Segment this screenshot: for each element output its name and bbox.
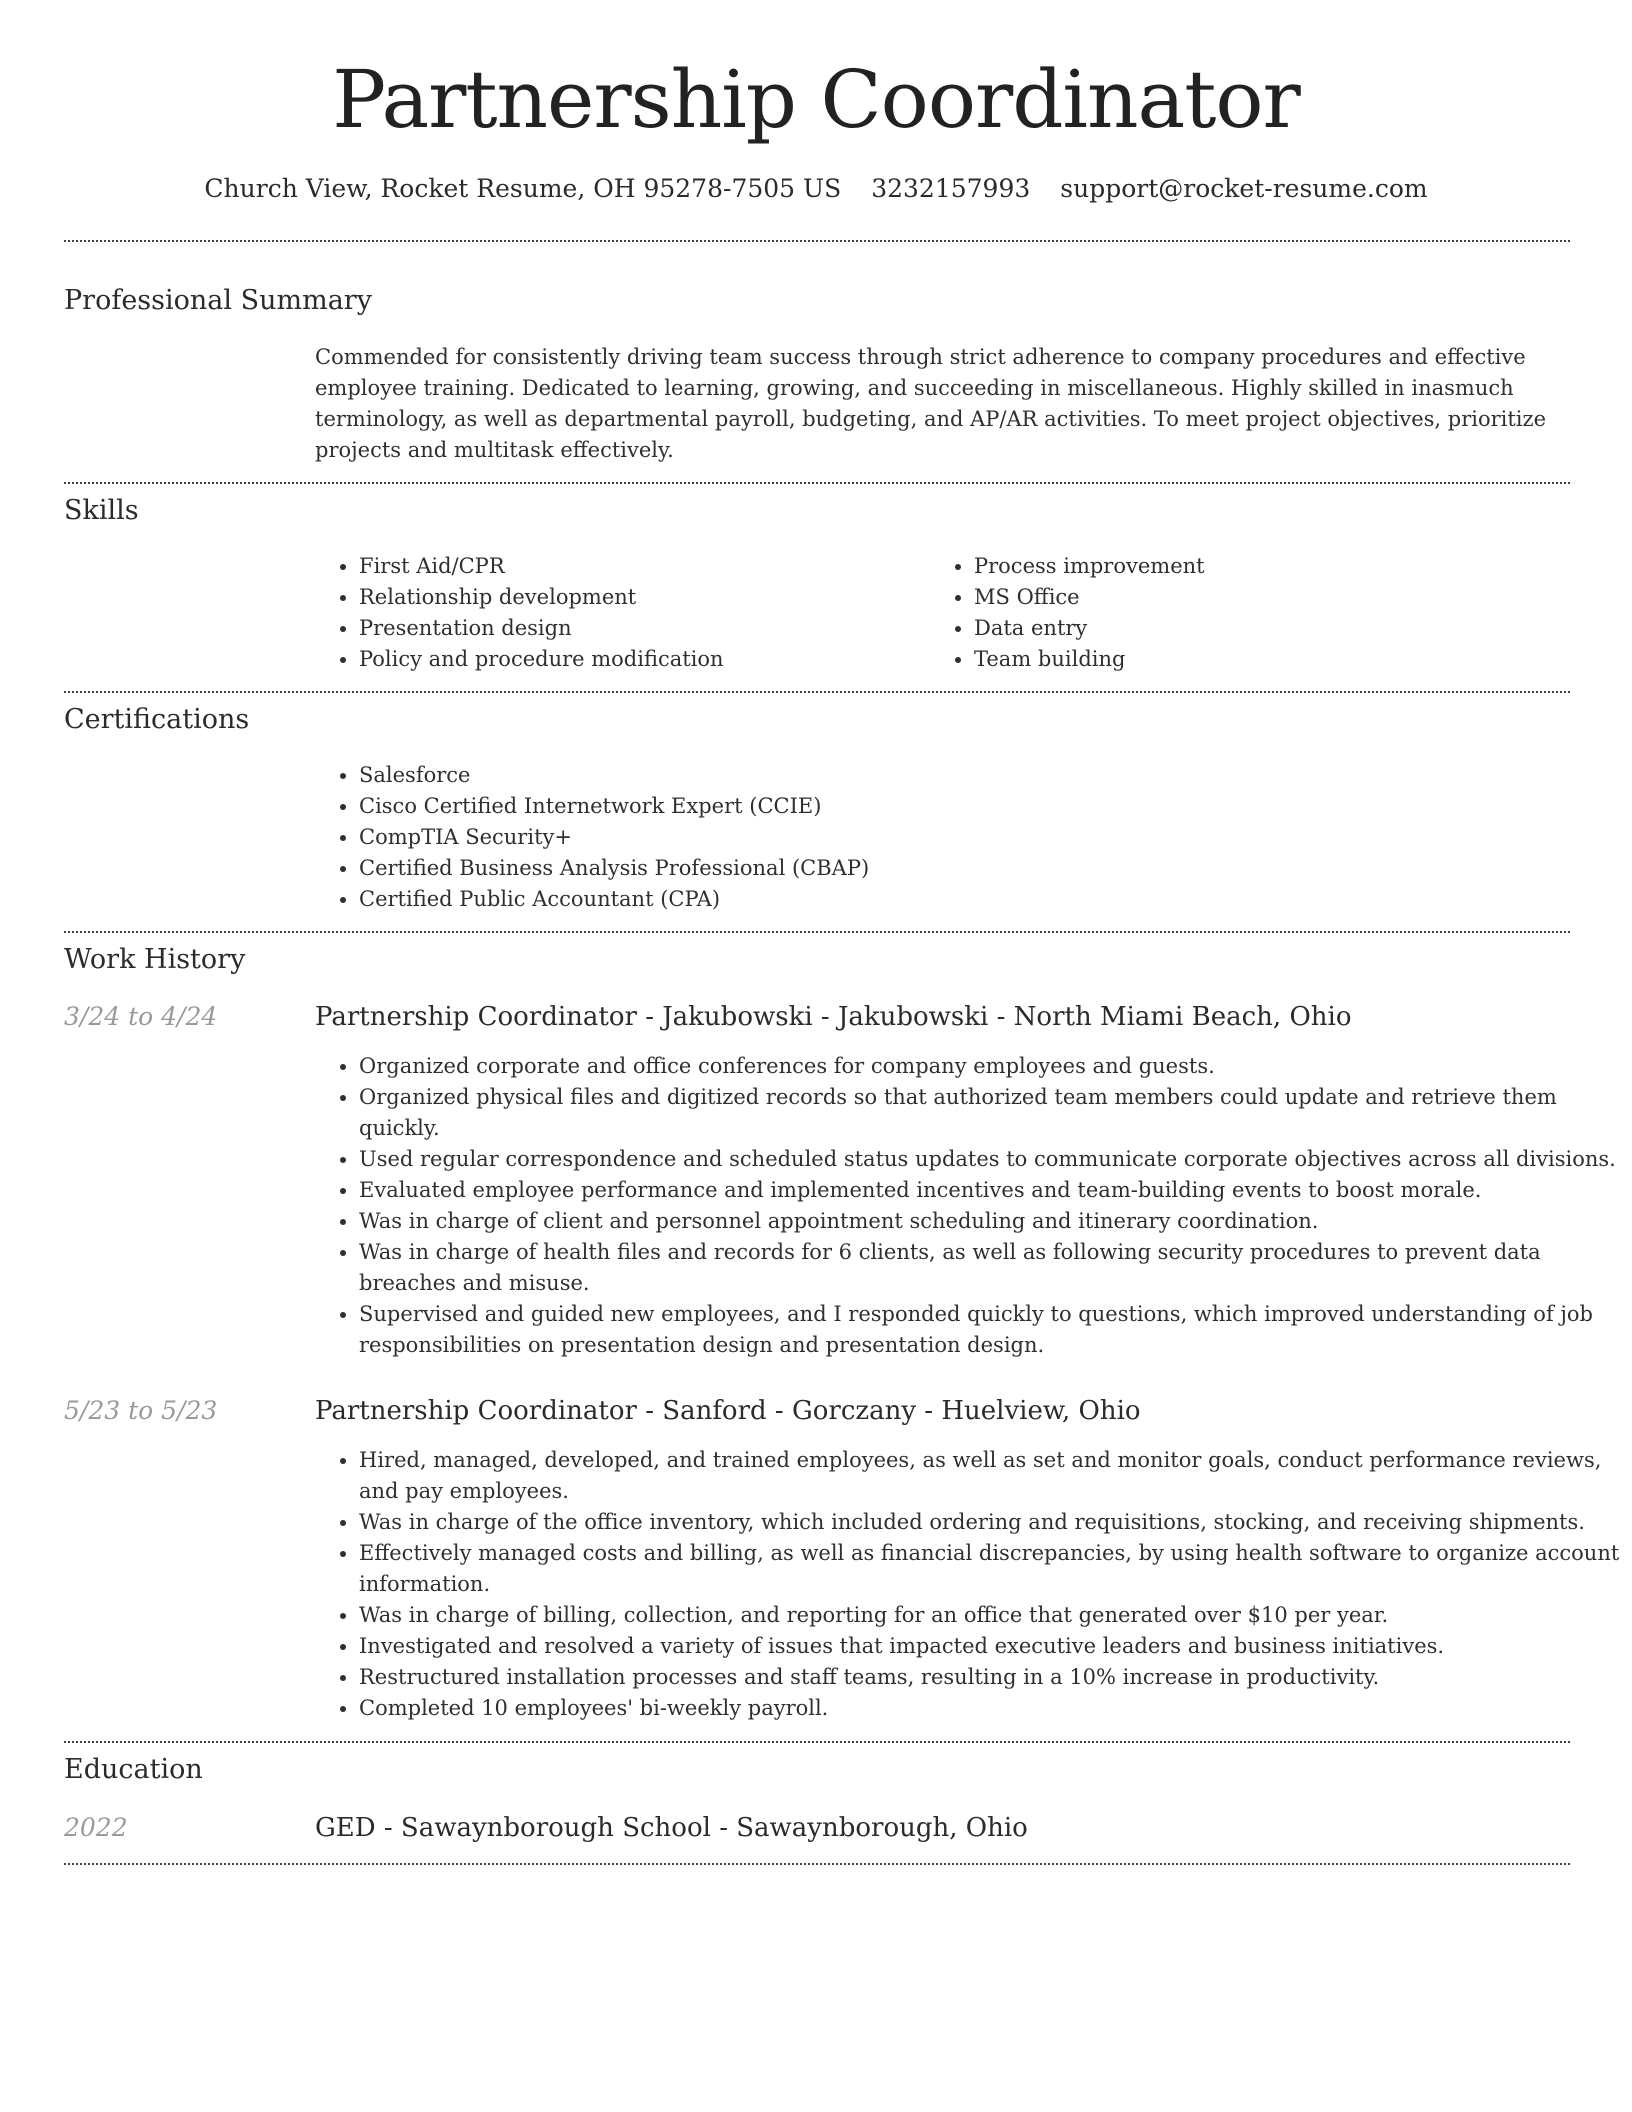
list-item: • Relationship development bbox=[359, 582, 919, 613]
list-item: • Was in charge of health files and records for 6 clients, as well as following security procedures to prevent data breaches and misuse. bbox=[359, 1237, 1621, 1299]
job-title: Partnership Coordinator - Sanford - Gorczany - Huelview, Ohio bbox=[315, 1396, 1141, 1426]
list-item: • Was in charge of the office inventory, which included ordering and requisitions, stocking, and receiving shipments. bbox=[359, 1507, 1621, 1538]
list-item: • Was in charge of client and personnel appointment scheduling and itinerary coordination. bbox=[359, 1206, 1621, 1237]
list-item: • Salesforce bbox=[359, 760, 1559, 791]
summary-text: Commended for consistently driving team success through strict adherence to company procedures and effective employee training. Dedicated to learning, growing, and succeeding in miscellaneous. Highly skilled in inasmuch terminology, as well as departmental payroll, budgeting, and AP/AR activities. To meet project objectives, prioritize projects and multitask effectively. bbox=[315, 345, 1546, 462]
contact-email: support@rocket-resume.com bbox=[1060, 174, 1428, 203]
list-item: • Effectively managed costs and billing, as well as financial discrepancies, by using health software to organize account information. bbox=[359, 1538, 1621, 1600]
section-divider bbox=[64, 931, 1570, 933]
list-item: • Investigated and resolved a variety of issues that impacted executive leaders and business initiatives. bbox=[359, 1631, 1621, 1662]
section-divider bbox=[64, 1741, 1570, 1743]
work-history-heading: Work History bbox=[64, 944, 246, 975]
list-item: • Data entry bbox=[974, 613, 1534, 644]
section-divider bbox=[64, 482, 1570, 484]
job-bullets bbox=[315, 1051, 1621, 1361]
list-item: • Hired, managed, developed, and trained employees, as well as set and monitor goals, conduct performance reviews, and pay employees. bbox=[359, 1445, 1621, 1507]
list-item: • Used regular correspondence and scheduled status updates to communicate corporate objectives across all divisions. bbox=[359, 1144, 1621, 1175]
contact-phone: 3232157993 bbox=[871, 174, 1031, 203]
list-item: • MS Office bbox=[974, 582, 1534, 613]
list-item: • First Aid/CPR bbox=[359, 551, 919, 582]
list-item: • Cisco Certified Internetwork Expert (CCIE) bbox=[359, 791, 1559, 822]
job-dates: 5/23 to 5/23 bbox=[64, 1396, 218, 1425]
certifications-heading: Certifications bbox=[64, 704, 250, 735]
contact-address: Church View, Rocket Resume, OH 95278-7505 US bbox=[204, 174, 842, 203]
list-item: • Presentation design bbox=[359, 613, 919, 644]
job-title: Partnership Coordinator - Jakubowski - Jakubowski - North Miami Beach, Ohio bbox=[315, 1002, 1352, 1032]
list-item: • Policy and procedure modification bbox=[359, 644, 919, 675]
skills-list-left bbox=[315, 551, 919, 675]
education-entry: GED - Sawaynborough School - Sawaynborough, Ohio bbox=[315, 1813, 1028, 1843]
list-item: • Process improvement bbox=[974, 551, 1534, 582]
list-item: • Certified Public Accountant (CPA) bbox=[359, 884, 1559, 915]
list-item: • Was in charge of billing, collection, and reporting for an office that generated over $10 per year. bbox=[359, 1600, 1621, 1631]
contact-line bbox=[0, 172, 1632, 206]
section-divider bbox=[64, 1863, 1570, 1865]
list-item: • Restructured installation processes and staff teams, resulting in a 10% increase in productivity. bbox=[359, 1662, 1621, 1693]
list-item: • Evaluated employee performance and implemented incentives and team-building events to boost morale. bbox=[359, 1175, 1621, 1206]
job-bullets bbox=[315, 1445, 1621, 1724]
list-item: • Team building bbox=[974, 644, 1534, 675]
education-year: 2022 bbox=[64, 1813, 128, 1842]
job-dates: 3/24 to 4/24 bbox=[64, 1002, 218, 1031]
list-item: • Certified Business Analysis Professional (CBAP) bbox=[359, 853, 1559, 884]
section-divider bbox=[64, 240, 1570, 242]
list-item: • Completed 10 employees' bi-weekly payroll. bbox=[359, 1693, 1621, 1724]
list-item: • Supervised and guided new employees, and I responded quickly to questions, which improved understanding of job responsibilities on presentation design and presentation design. bbox=[359, 1299, 1621, 1361]
certifications-list bbox=[315, 760, 1559, 915]
section-divider bbox=[64, 691, 1570, 693]
summary-heading: Professional Summary bbox=[64, 285, 372, 316]
list-item: • Organized physical files and digitized records so that authorized team members could update and retrieve them quickly. bbox=[359, 1082, 1621, 1144]
list-item: • CompTIA Security+ bbox=[359, 822, 1559, 853]
skills-list-right bbox=[930, 551, 1534, 675]
list-item: • Organized corporate and office conferences for company employees and guests. bbox=[359, 1051, 1621, 1082]
resume-name: Partnership Coordinator bbox=[332, 53, 1300, 146]
skills-heading: Skills bbox=[64, 495, 139, 526]
education-heading: Education bbox=[64, 1754, 203, 1785]
